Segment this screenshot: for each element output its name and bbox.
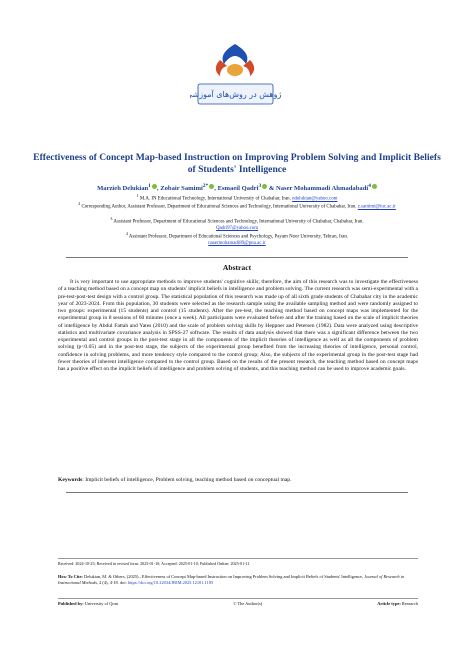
cite-text: Delukian, M. & Others, (2025)., Effectiveness of Concept Map-based Instruction on Improving Problem Solving and Implicit Beliefs of Students' Intelligence, [82,574,365,579]
affiliation-4: $^4$ Assistant Professor, Department of Educational Sciences and Psychology, Payam Noor University, Tehran, Iran. nasermohamadi89@pnu.ac.ir [125,231,349,246]
affiliation-text: Corresponding Author, Assistant Professor, Department of Educational Sciences and Technology, International University of Chabahar, Iran. [81,204,357,210]
affiliation-email[interactable]: z.samimi@iuc.ac.ir [357,204,396,210]
affiliation-text: M.A. IN Educational Technology, International University of Chabahar, Iran. [139,196,291,202]
affiliation-text: Assistant Professor, Department of Educational Sciences and Psychology, Payam Noor University, Tehran, Iran. [128,234,349,240]
affiliation-text: Assistant Professor, Department of Educational Sciences and Technology, International University of Chabahar, Chabahar, Iran. [113,219,364,225]
author-2-sup: 2* [202,183,209,189]
author-3-sup: 3 [258,183,262,189]
abstract-body: It is very important to use appropriate methods to improve students' cognitive skills; therefore, the aim of this research was to investigate the effectiveness of a teaching method based on a concept map on students' implicit beliefs in intelligence and problem solving. The current research was semi-experimental with a pre-test-post-test design with a control group. The statistical population of this research was made up of all sixth grade students of Chabahar city in the academic year of 2023-2024. From this population, 30 students were selected as the research sample using the available sampling method and were randomly assigned to two groups: experimental (15 students) and control (15 students). After the pre-test, the teaching method based on concept maps was implemented for the experimental group in 8 sessions of 60 minutes (once a week). All participants were evaluated before and after the training based on the scale of implicit theories of intelligence by Abdul Fattah and Yates (2010) and the scale of problem solving skills by Heppner and Petersen (1982). Data were analyzed using descriptive statistics and multivariate covariance analysis in SPSS-27 software. The results of data analysis showed that there was a significant difference between the two experimental and control groups in the post-test stage in all the components of the implicit theories of intelligence as well as all the components of problem solving (p<0.05) and in the post-test stage, the subjects of the experimental group benefited from the increasing theories of intelligence, personal control, confidence in solving problems, and more tendency style compared to the control group; Also, the subjects of the experimental group in the post-test stage had fewer theories of inherent intelligence compared to the control group. Based on the results of the present research, the teaching method based on concept maps has a positive effect on the implicit beliefs of intelligence and problem solving of students, and this teaching method can be used to improve academic goals. [58,279,418,372]
cite-label: How To Cite: [58,574,83,579]
affiliation-3: $^3$ Assistant Professor, Department of Educational Sciences and Technology, International University of Chabahar, Chabahar, Iran. Qadri97@yahoo.com [110,216,364,231]
affiliation-1: $^1$ M.A. IN Educational Technology, International University of Chabahar, Iran. ndelukian@yahoo.com [136,193,338,202]
footer-rule [58,558,418,559]
article-dates: Received: 2024-10-25; Received in revised form: 2025-01-10; Accepted: 2025-01-10; Published Online: 2025-01-11 [58,561,250,566]
author-amp: & [267,185,276,193]
affiliation-email[interactable]: ndelukian@yahoo.com [292,196,338,202]
author-1-sup: 1 [148,183,151,189]
logo-script: پژوهش در روش‌های آموزشی [190,90,281,99]
keywords [58,477,418,484]
cite-tail: , 2 (4), 4-18. doi: [96,580,128,585]
doi-link[interactable]: https://doi.org/10.22034/JRIM.2025.12101.1185 [127,580,214,585]
author-1[interactable]: Marzieh Delukian [97,185,149,193]
divider [66,492,408,493]
cite-journal: Journal of Research in Instructional Methods [58,574,405,585]
divider [66,257,408,258]
keywords-label: Keywords [58,477,83,483]
author-sep: , [156,185,161,193]
author-2[interactable]: Zobair Samimi [160,185,203,193]
author-3[interactable]: Esmaeil Qadri [217,185,259,193]
journal-logo [190,40,281,110]
author-4[interactable]: Naser Mohammadi Ahmadabadi [275,185,369,193]
author-list [30,182,444,193]
author-sep: , [214,185,218,193]
author-4-sup: 4 [368,183,371,189]
publisher-footer [58,601,418,606]
footer-rule [58,598,418,599]
type-label: Article type: [377,601,401,606]
type-value: Research [400,601,418,606]
orcid-icon[interactable] [372,184,377,189]
keywords-text: : Implicit beliefs of intelligence, Problem solving, teaching method based on conceptual map. [82,477,292,483]
article-title: Effectiveness of Concept Map-based Instruction on Improving Problem Solving and Implicit Beliefs of Students' Intelligence [33,152,441,175]
abstract-heading: Abstract [222,263,252,272]
published-value: University of Qom [83,601,119,606]
copyright: © The Author(s) [233,601,263,606]
affiliation-2: $^2$ Corresponding Author, Assistant Professor, Department of Educational Sciences and Technology, International University of Chabahar, Iran. z.samimi@iuc.ac.ir [78,201,396,210]
how-to-cite [58,574,418,586]
affiliation-email[interactable]: nasermohamadi89@pnu.ac.ir [208,240,266,246]
published-label: Published by: [58,601,84,606]
journal-emblem-logo [190,40,281,110]
published-by [58,601,118,606]
affiliation-email[interactable]: Qadri97@yahoo.com [215,225,259,231]
article-type [377,601,418,606]
